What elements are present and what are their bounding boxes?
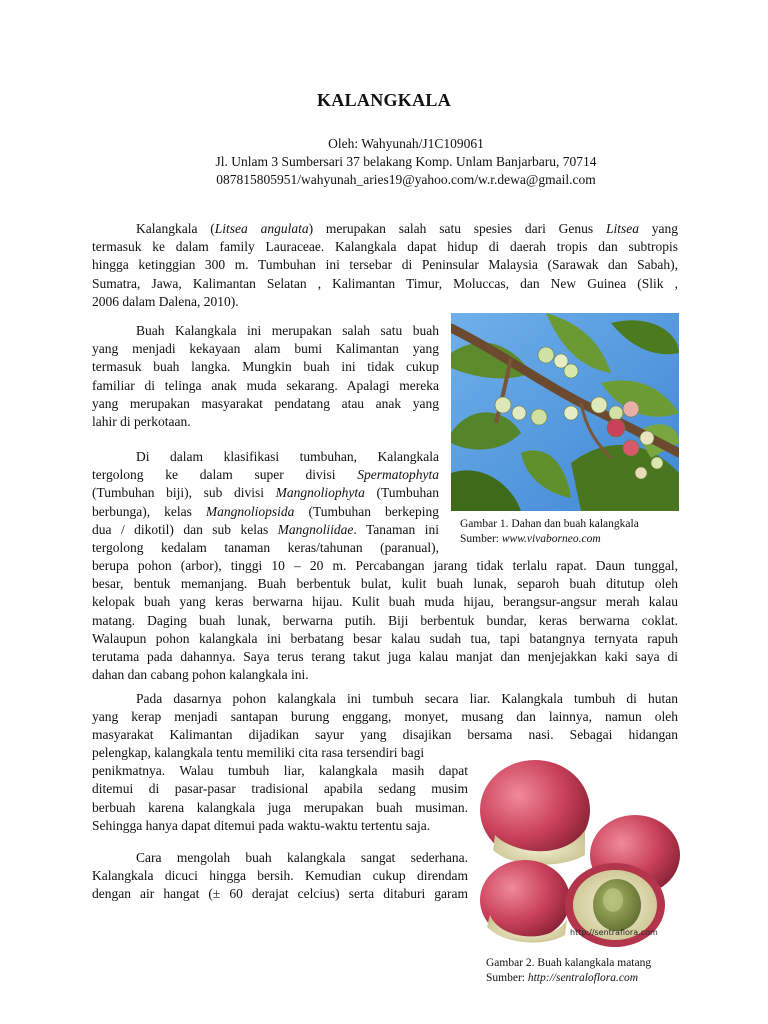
paragraph-rare-fruit: Buah Kalangkala ini merupakan salah satu buah yang menjadi kekayaan alam bumi Kalimantan yang termasuk buah langka. Mungkin buah ini tidak cukup familiar di telinga anak muda sekarang. Apalagi mereka yang merupakan masyarakat pendatang atau anak yang lahir di perkotaan. <box>92 323 439 430</box>
paragraph-classification-continued: berupa pohon (arbor), tinggi 10 – 20 m. Percabangan jarang tidak terlalu rapat. Daun tunggal, besar, bentuk memanjang. Buah berbentuk bulat, kulit buah lunak, separoh buah ditutup oleh kelopak buah yang keras berwarna hijau. Kulit buah muda hijau, berangsur-angsur merah kalau matang. Daging buah lunak, berwarna putih. Biji berbentuk bundar, keras berwarna coklat. Walaupun pohon kalangkala ini berbatang besar kalau sudah tua, tapi batangnya ternyata rapuh terutama pada dahannya. Saya terus terang takut juga kalau manjat dan menjejakkan kaki saya di dahan dan cabang pohon kalangkala ini. <box>92 558 678 683</box>
figure-2-watermark: http://sentraflora.com <box>570 928 658 937</box>
author-name: Oleh: Wahyunah/J1C109061 <box>328 136 484 151</box>
figure-2-caption: Gambar 2. Buah kalangkala matang <box>486 957 652 969</box>
figure-1-caption-block: Gambar 1. Dahan dan buah kalangkala Sumber: www.vivaborneo.com <box>460 518 639 545</box>
figure-branch-photo <box>451 313 679 511</box>
paragraph-wild-growth-continued: pelengkap, kalangkala tentu memiliki cita rasa tersendiri bagi penikmatnya. Walau tumbuh liar, kalangkala masih dapat ditemui di pasar-pasar tradisional apabila sedang musim berbuah karena kalangkala juga merupakan buah musiman. Sehingga hanya dapat ditemui pada waktu-waktu tertentu saja. <box>92 745 468 833</box>
figure-2-caption-block: Gambar 2. Buah kalangkala matang Sumber: http://sentraloflora.com <box>486 957 652 984</box>
figure-ripe-fruit-photo <box>475 755 680 947</box>
figure-2-source-link[interactable]: http://sentraloflora.com <box>527 972 639 984</box>
paragraph-classification: Di dalam klasifikasi tumbuhan, Kalangkala tergolong ke dalam super divisi Spermatophyta (Tumbuhan biji), sub divisi Mangnoliophyta (Tumbuhan berbunga), kelas Mangnoliopsida (Tumbuhan berkeping dua / dikotil) dan sub kelas Mangnoliidae. Tanaman ini tergolong kedalam tanaman keras/tahunan (paranual), <box>92 449 439 556</box>
kalangkala-branch-image <box>451 313 679 511</box>
ripe-kalangkala-image <box>475 755 680 947</box>
paragraph-preparation: Cara mengolah buah kalangkala sangat sederhana. Kalangkala dicuci hingga bersih. Kemudian cukup direndam dengan air hangat (± 60 derajat celcius) serta ditaburi garam <box>92 850 468 902</box>
paragraph-wild-growth: Pada dasarnya pohon kalangkala ini tumbuh secara liar. Kalangkala tumbuh di hutan yang kerap menjadi santapan burung enggang, monyet, musang dan lainnya, namun oleh masyarakat Kalimantan dijadikan sayur yang disajikan bersama nasi. Sebagai hidangan <box>92 691 678 743</box>
document-title: KALANGKALA <box>316 90 451 110</box>
author-block <box>0 135 768 189</box>
author-address: Jl. Unlam 3 Sumbersari 37 belakang Komp. Unlam Banjarbaru, 70714 <box>215 154 597 169</box>
figure-1-caption: Gambar 1. Dahan dan buah kalangkala <box>460 518 639 530</box>
figure-1-source-link[interactable]: www.vivaborneo.com <box>501 533 601 545</box>
author-contact: 087815805951/wahyunah_aries19@yahoo.com/w.r.dewa@gmail.com <box>216 172 596 187</box>
paragraph-intro: Kalangkala (Litsea angulata) merupakan salah satu spesies dari Genus Litsea yang termasuk ke dalam family Lauraceae. Kalangkala dapat hidup di daerah tropis dan subtropis hingga ketinggian 300 m. Tumbuhan ini tersebar di Peninsular Malaysia (Sarawak dan Sabah), Sumatra, Jawa, Kalimantan Selatan , Kalimantan Timur, Moluccas, dan New Guinea (Slik , 2006 dalam Dalena, 2010). <box>92 221 679 309</box>
